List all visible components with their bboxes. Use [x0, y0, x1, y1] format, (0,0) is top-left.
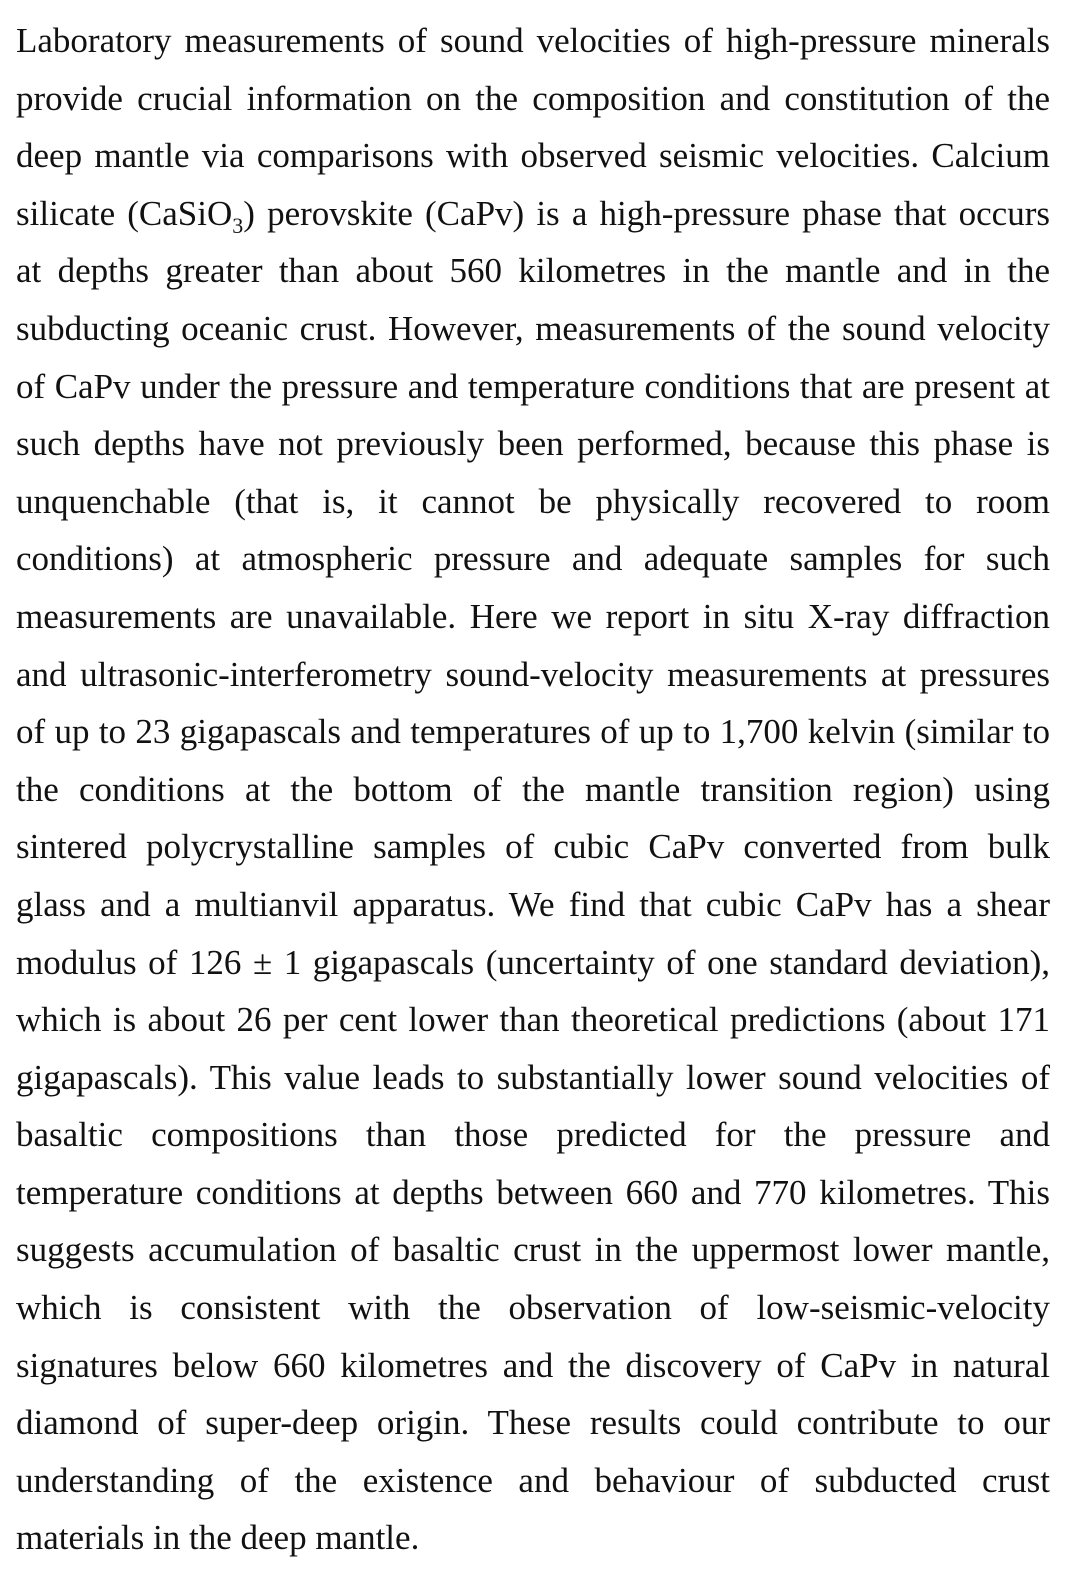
abstract-line: suggests accumulation of basaltic crust in the uppermost lower mantle, [16, 1230, 1050, 1270]
abstract-line: the conditions at the bottom of the mantle transition region) using [16, 769, 1050, 809]
abstract-line: which is about 26 per cent lower than theoretical predictions (about 171 [16, 1000, 1050, 1040]
abstract-line: of CaPv under the pressure and temperature conditions that are present at [16, 366, 1050, 406]
abstract-line: glass and a multianvil apparatus. We find that cubic CaPv has a shear [16, 884, 1050, 924]
abstract-line: signatures below 660 kilometres and the discovery of CaPv in natural [16, 1345, 1050, 1385]
abstract-line: conditions) at atmospheric pressure and adequate samples for such [16, 539, 1050, 579]
abstract-paragraph [16, 12, 1050, 1567]
abstract-line: Laboratory measurements of sound velocities of high-pressure minerals [16, 21, 1050, 60]
abstract-line: basaltic compositions than those predicted for the pressure and [16, 1115, 1050, 1155]
abstract-line: at depths greater than about 560 kilometres in the mantle and in the [16, 251, 1050, 291]
abstract-line: measurements are unavailable. Here we report in situ X-ray diffraction [16, 596, 1050, 636]
abstract-line: gigapascals). This value leads to substantially lower sound velocities of [16, 1057, 1050, 1097]
abstract-line: and ultrasonic-interferometry sound-velocity measurements at pressures [16, 654, 1050, 694]
abstract-line: such depths have not previously been performed, because this phase is [16, 424, 1050, 464]
abstract-line: sintered polycrystalline samples of cubic CaPv converted from bulk [16, 827, 1050, 867]
abstract-line: materials in the deep mantle. [16, 1518, 420, 1558]
abstract-line: deep mantle via comparisons with observed seismic velocities. Calcium [16, 136, 1050, 176]
abstract-line [16, 185, 1050, 243]
abstract-line: which is consistent with the observation of low-seismic-velocity [16, 1288, 1050, 1328]
formula-subscript: 3 [232, 212, 244, 238]
abstract-line: subducting oceanic crust. However, measurements of the sound velocity [16, 308, 1050, 348]
abstract-line-rest: ) perovskite (CaPv) is a high-pressure phase that occurs [243, 193, 1050, 233]
abstract-line: understanding of the existence and behaviour of subducted crust [16, 1460, 1050, 1500]
abstract-line: temperature conditions at depths between 660 and 770 kilometres. This [16, 1172, 1050, 1212]
abstract-line: unquenchable (that is, it cannot be physically recovered to room [16, 481, 1050, 521]
abstract-line: provide crucial information on the composition and constitution of the [16, 78, 1050, 118]
abstract-line: of up to 23 gigapascals and temperatures of up to 1,700 kelvin (similar to [16, 712, 1050, 752]
abstract-line: diamond of super-deep origin. These results could contribute to our [16, 1403, 1050, 1443]
formula-text: silicate (CaSiO [16, 193, 233, 233]
abstract-line: modulus of 126 ± 1 gigapascals (uncertainty of one standard deviation), [16, 942, 1050, 982]
